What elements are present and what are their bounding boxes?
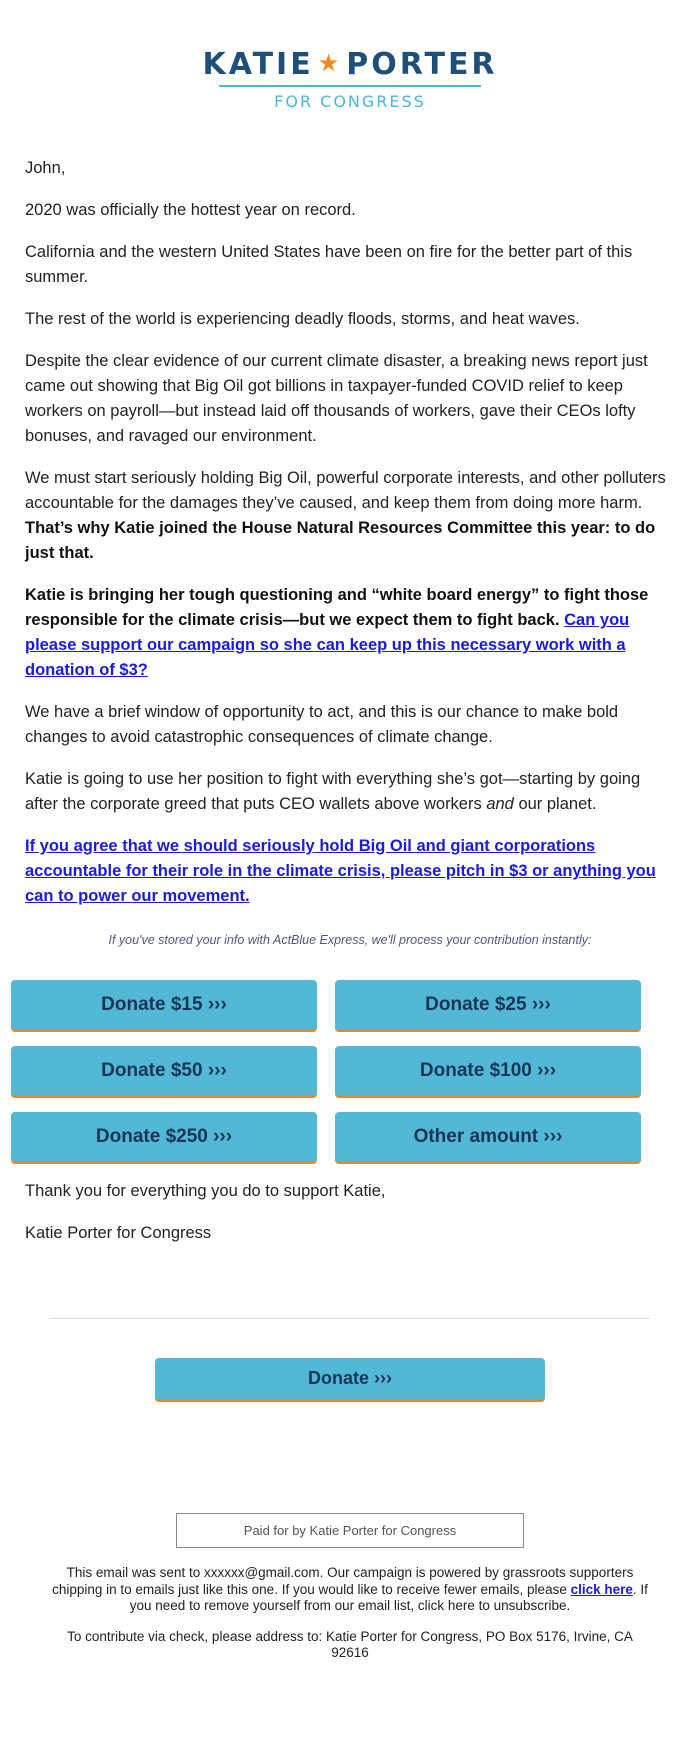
closing-signature: Katie Porter for Congress	[25, 1224, 212, 1242]
paragraph-6-bold: Katie is bringing her tough questioning and “white board energy” to fight those responsible for the climate crisis—but we expect them to fight back.	[25, 586, 649, 629]
donate-15-button[interactable]: Donate $15 ›››	[11, 980, 317, 1032]
logo-name-right: PORTER	[346, 47, 498, 82]
donate-3-link[interactable]: Can you please support our campaign so she can keep up this necessary work with a donation of $3?	[25, 611, 630, 679]
paragraph-3: The rest of the world is experiencing deadly floods, storms, and heat waves.	[25, 310, 580, 328]
donate-50-button[interactable]: Donate $50 ›››	[11, 1046, 317, 1098]
footer-address: To contribute via check, please address to: Katie Porter for Congress, PO Box 5176, Irvine, CA 92616	[67, 1628, 633, 1660]
paragraph-7: We have a brief window of opportunity to act, and this is our chance to make bold changes to avoid catastrophic consequences of climate change.	[25, 703, 619, 746]
donate-100-button[interactable]: Donate $100 ›››	[335, 1046, 641, 1098]
email-content	[0, 128, 700, 909]
paragraph-5	[25, 466, 675, 566]
paragraph-8-post: our planet.	[513, 795, 597, 813]
paragraph-8-pre: Katie is going to use her position to fight with everything she’s got—starting by going after the corporate greed that puts CEO wallets above workers	[25, 770, 641, 813]
logo-name	[0, 48, 700, 83]
footer-sent-text	[50, 1565, 650, 1615]
paragraph-4: Despite the clear evidence of our current climate disaster, a breaking news report just came out showing that Big Oil got billions in taxpayer-funded COVID relief to keep workers on payroll—but instead laid off thousands of workers, gave their CEOs lofty bonuses, and ravaged our environment.	[25, 352, 648, 445]
donate-button-grid	[0, 980, 700, 1164]
actblue-note: If you've stored your info with ActBlue Express, we'll process your contribution instantly:	[108, 933, 592, 947]
footer-sent-pre: This email was sent to xxxxxx@gmail.com. Our campaign is powered by grassroots supporters chipping in to emails just like this one. If you would like to receive fewer emails, please	[52, 1565, 634, 1597]
donate-other-amount-button[interactable]: Other amount ›››	[335, 1112, 641, 1164]
logo-divider	[219, 85, 481, 87]
greeting: John,	[25, 159, 66, 177]
logo-name-left: KATIE	[202, 47, 314, 82]
paragraph-5-text: We must start seriously holding Big Oil, powerful corporate interests, and other polluters accountable for the damages they’ve caused, and keep them from doing more harm.	[25, 469, 666, 512]
paragraph-6	[25, 583, 675, 683]
closing-thanks: Thank you for everything you do to support Katie,	[25, 1182, 386, 1200]
donate-button[interactable]: Donate ›››	[155, 1358, 545, 1402]
paragraph-8	[25, 767, 675, 817]
campaign-logo	[0, 0, 700, 128]
paragraph-1: 2020 was officially the hottest year on record.	[25, 201, 356, 219]
fewer-emails-link[interactable]: click here	[570, 1581, 633, 1597]
logo-tagline: FOR CONGRESS	[274, 92, 426, 111]
paragraph-9	[25, 834, 675, 909]
paragraph-2: California and the western United States have been on fire for the better part of this summer.	[25, 243, 633, 286]
pitch-in-link[interactable]: If you agree that we should seriously hold Big Oil and giant corporations accountable for their role in the climate crisis, please pitch in $3 or anything you can to power our movement.	[25, 837, 656, 905]
footer-sent-post: . If you need to remove yourself from our email list, click here to unsubscribe.	[129, 1581, 648, 1613]
donate-25-button[interactable]: Donate $25 ›››	[335, 980, 641, 1032]
paid-for-disclaimer: Paid for by Katie Porter for Congress	[176, 1513, 524, 1548]
email-footer	[0, 1548, 700, 1662]
star-icon: ★	[317, 49, 343, 77]
donate-250-button[interactable]: Donate $250 ›››	[11, 1112, 317, 1164]
paragraph-8-em: and	[486, 795, 514, 813]
closing	[0, 1164, 700, 1246]
paragraph-5-bold: That’s why Katie joined the House Natural Resources Committee this year: to do just that.	[25, 519, 656, 562]
footer-divider	[50, 1318, 650, 1319]
